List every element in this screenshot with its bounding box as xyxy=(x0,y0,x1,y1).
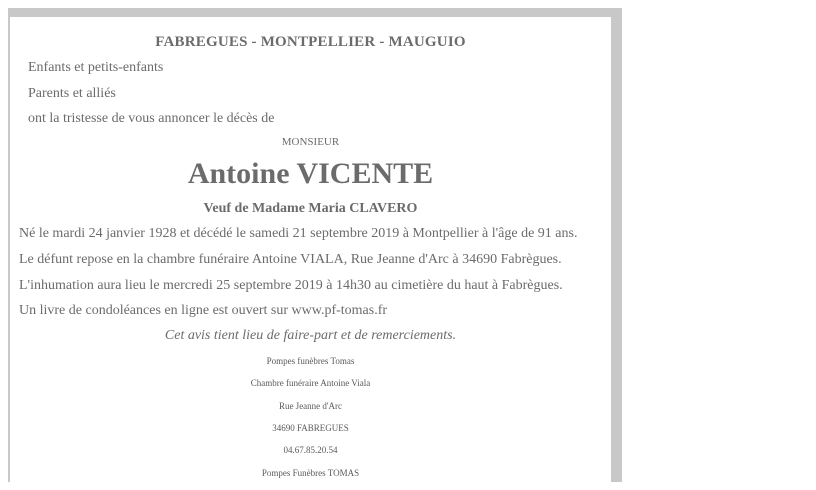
contact-phone: 04.67.85.20.54 xyxy=(283,445,338,455)
notice-frame xyxy=(8,8,622,482)
contact-company: Pompes funèbres Tomas xyxy=(266,356,355,366)
burial-line: L'inhumation aura lieu le mercredi 25 septembre 2019 à 14h30 au cimetière du haut à Fabrègues. xyxy=(19,278,563,293)
intro-line-family: Enfants et petits-enfants xyxy=(28,60,164,75)
widow-of-line: Veuf de Madame Maria CLAVERO xyxy=(203,201,418,216)
closing-note: Cet avis tient lieu de faire-part et de remerciements. xyxy=(164,328,457,343)
locations-heading: FABREGUES - MONTPELLIER - MAUGUIO xyxy=(155,34,466,50)
intro-line-announcement: ont la tristesse de vous annoncer le décès de xyxy=(28,111,275,126)
obituary-notice xyxy=(10,17,611,482)
contact-street: Rue Jeanne d'Arc xyxy=(278,401,343,411)
contact-signature: Pompes Funèbres TOMAS xyxy=(261,468,360,478)
civility-label: MONSIEUR xyxy=(281,136,340,148)
contact-postal-city: 34690 FABREGUES xyxy=(272,423,349,433)
deceased-name: Antoine VICENTE xyxy=(187,157,434,190)
birth-death-line: Né le mardi 24 janvier 1928 et décédé le samedi 21 septembre 2019 à Montpellier à l'âge de 91 ans. xyxy=(19,226,578,241)
repose-line: Le défunt repose en la chambre funéraire Antoine VIALA, Rue Jeanne d'Arc à 34690 Fabrègues. xyxy=(19,252,562,267)
condolences-line: Un livre de condoléances en ligne est ouvert sur www.pf-tomas.fr xyxy=(19,303,388,318)
contact-funeral-home: Chambre funéraire Antoine Viala xyxy=(250,378,371,388)
intro-line-relatives: Parents et alliés xyxy=(28,86,116,101)
